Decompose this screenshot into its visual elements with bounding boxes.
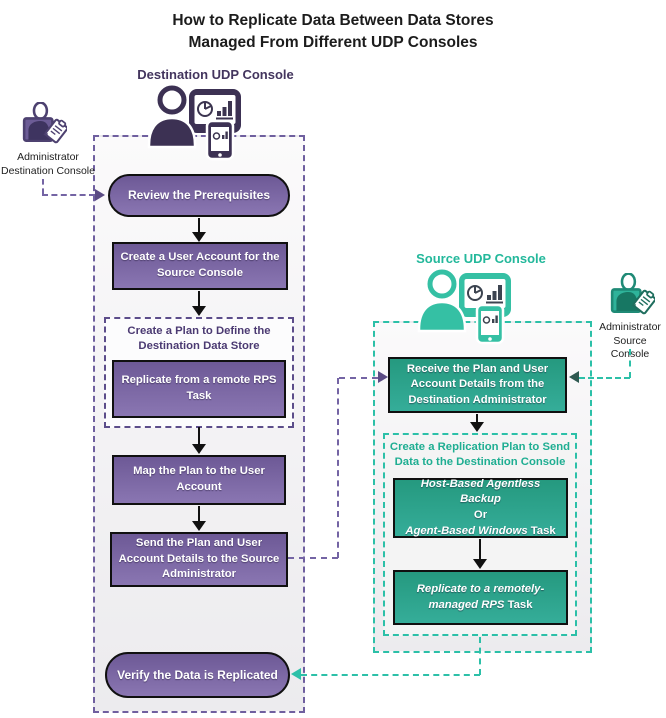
arrow-plan-to-map-head <box>192 444 206 454</box>
connector-send-to-receive-seg1 <box>288 557 338 559</box>
group-create-plan-title: Create a Plan to Define the Destination Data Store <box>127 325 271 352</box>
step-receive-details: Receive the Plan and User Account Details from the Destination Administrator <box>388 357 567 413</box>
connector-source-to-verify-horizontal <box>301 674 480 676</box>
administrator-destination-label: Administrator Destination Console <box>1 151 95 177</box>
page-title-line2: Managed From Different UDP Consoles <box>188 34 478 52</box>
arrow-backup-to-replicate-head <box>473 559 487 569</box>
arrow-map-to-send <box>198 506 200 521</box>
connector-source-to-verify-vertical <box>479 637 481 675</box>
arrow-receive-to-group-head <box>470 422 484 432</box>
step-send-details: Send the Plan and User Account Details to the Source Administrator <box>110 532 288 587</box>
connector-admin-src-arrowhead <box>569 371 579 383</box>
step-review-prerequisites: Review the Prerequisites <box>108 174 290 217</box>
connector-admin-src-horizontal <box>579 377 630 379</box>
connector-send-to-receive-seg2 <box>337 378 339 558</box>
arrow-backup-to-replicate <box>479 539 481 559</box>
group-replication-plan-title: Create a Replication Plan to Send Data to the Destination Console <box>389 441 571 468</box>
administrator-destination-icon <box>19 102 67 152</box>
step-verify-replicated: Verify the Data is Replicated <box>105 652 290 698</box>
destination-console-header: Destination UDP Console <box>137 67 294 82</box>
connector-admin-dest-horizontal <box>42 194 95 196</box>
arrow-review-to-create <box>198 218 200 232</box>
connector-admin-dest-vertical <box>42 179 44 194</box>
administrator-source-icon <box>607 273 655 323</box>
connector-source-to-verify-arrowhead <box>291 668 301 680</box>
step-replicate-remote-managed-rps: Replicate to a remotely-managed RPS Task <box>393 570 568 625</box>
source-console-header: Source UDP Console <box>416 251 546 266</box>
step-map-plan: Map the Plan to the User Account <box>112 455 286 505</box>
administrator-source-label: Administrator Source Console <box>599 321 661 361</box>
step-backup-task-options: Host-Based Agentless Backup Or Agent-Based Windows Task <box>393 478 568 538</box>
connector-send-to-receive-arrowhead <box>378 371 388 383</box>
connector-admin-dest-arrowhead <box>95 189 105 201</box>
step-replicate-remote-rps: Replicate from a remote RPS Task <box>112 360 286 418</box>
page-title-line1: How to Replicate Data Between Data Stores <box>172 12 494 29</box>
step-create-user-account: Create a User Account for the Source Console <box>112 242 288 290</box>
arrow-review-to-create-head <box>192 232 206 242</box>
arrow-plan-to-map <box>198 427 200 444</box>
connector-admin-src-vertical <box>629 349 631 378</box>
arrow-create-to-plan <box>198 291 200 306</box>
source-console-icon <box>417 269 513 349</box>
destination-console-icon <box>147 85 243 165</box>
page-title <box>0 10 666 55</box>
arrow-map-to-send-head <box>192 521 206 531</box>
arrow-create-to-plan-head <box>192 306 206 316</box>
connector-send-to-receive-seg3 <box>339 377 378 379</box>
arrow-receive-to-group <box>476 414 478 422</box>
